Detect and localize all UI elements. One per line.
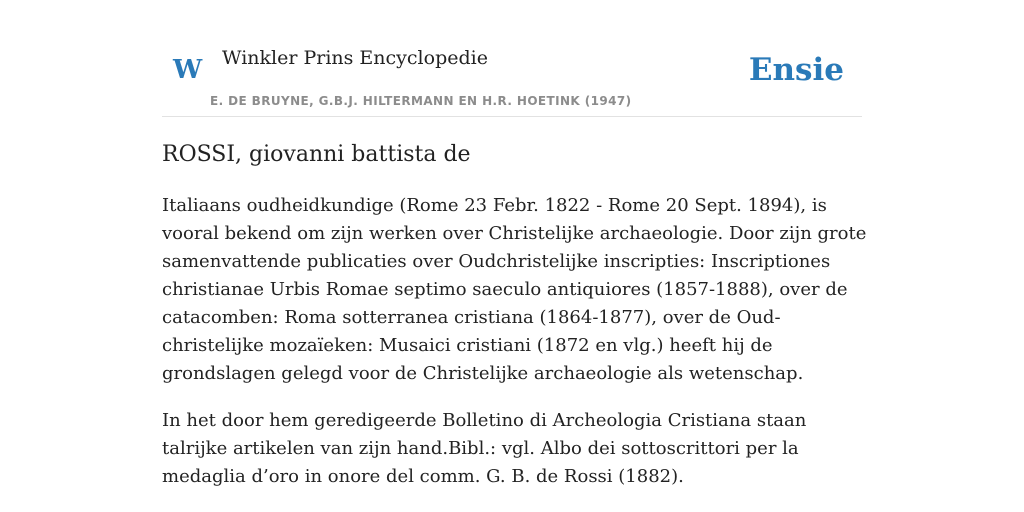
- site-header: [162, 0, 862, 117]
- article-body: [162, 192, 868, 510]
- encyclopedia-title[interactable]: Winkler Prins Encyclopedie: [222, 47, 488, 69]
- article-headword: ROSSI, giovanni battista de: [162, 142, 471, 167]
- authors-line: E. DE BRUYNE, G.B.J. HILTERMANN EN H.R. HOETINK (1947): [210, 94, 632, 108]
- article-paragraph-2: In het door hem geredigeerde Bolletino di Archeologia Cristiana staan talrijke artikelen van zijn hand.Bibl.: vgl. Albo dei sottoscrittori per la medaglia d’oro in onore del comm. G. B. de Rossi (1882).: [162, 410, 807, 487]
- ensie-logo[interactable]: Ensie: [748, 52, 844, 88]
- article-paragraph-1: Italiaans oudheidkundige (Rome 23 Febr. 1822 - Rome 20 Sept. 1894), is vooral bekend om zijn werken over Christelijke archaeologie. Door zijn grote samenvattende publicaties over Oudchristelijke inscripties: Inscriptiones christianae Urbis Romae septimo saeculo antiquiores (1857-1888), over de catacomben: Roma sotterranea cristiana (1864-1877), over de Oud-christelijke mozaïeken: Musaici cristiani (1872 en vlg.) heeft hij de grondslagen gelegd voor de Christelijke archaeologie als wetenschap.: [162, 195, 867, 384]
- winkler-prins-logo[interactable]: W: [173, 55, 203, 85]
